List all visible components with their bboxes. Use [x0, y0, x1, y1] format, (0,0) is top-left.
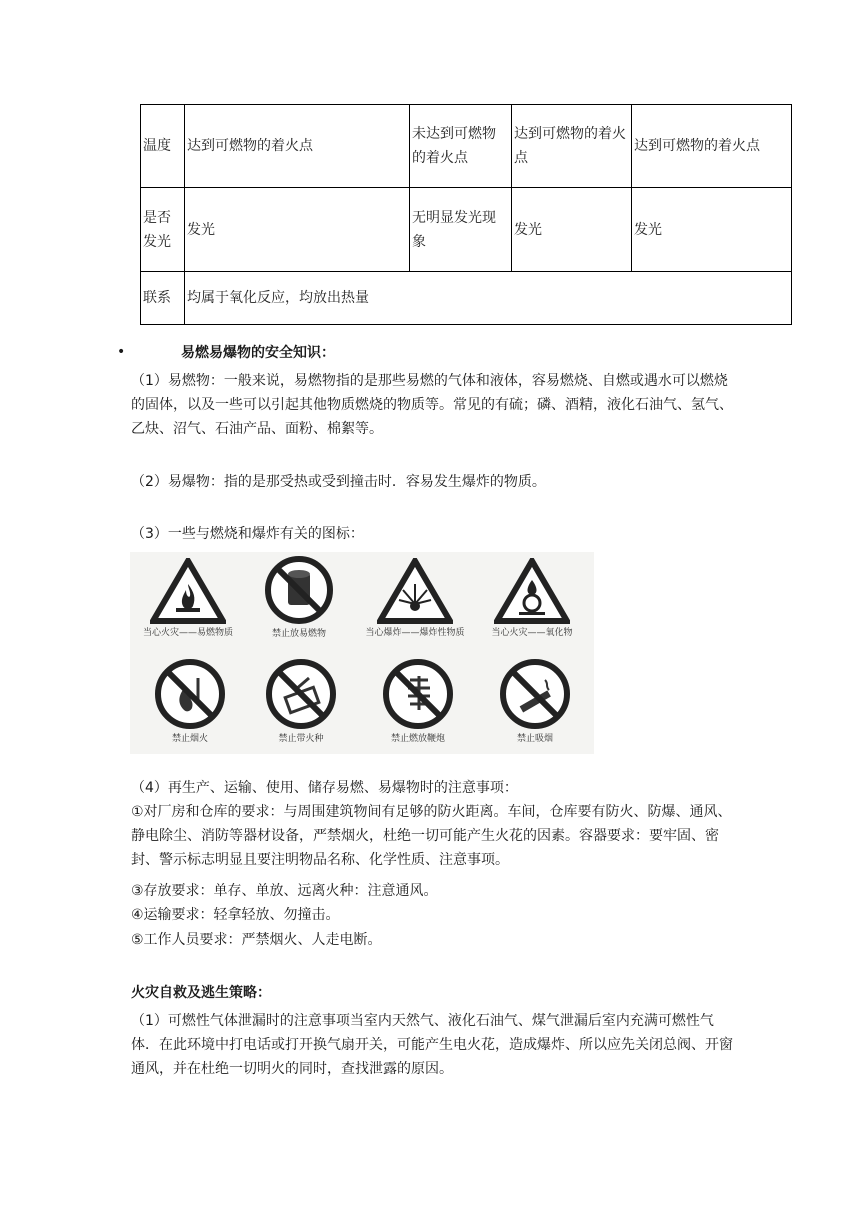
flammable-warning-icon: [150, 558, 226, 624]
paragraph: （1）易燃物：一般来说，易燃物指的是那些易燃的气体和液体，容易燃烧、自燃或遇水可以燃烧的固体，以及一些可以引起其他物质燃烧的物质等。常见的有硫；磷、酒精，液化石油气、氢气、乙炔、沼气、石油产品、面粉、棉絮等。: [131, 373, 733, 437]
explosive-warning-icon: [377, 558, 453, 624]
table-row: [141, 105, 792, 188]
section-heading: 易燃易爆物的安全知识：: [181, 345, 335, 361]
sign-item: [244, 555, 354, 639]
sign-item: [246, 658, 356, 744]
row-label: 是否发光: [141, 188, 185, 272]
paragraph: （4）再生产、运输、使用、储存易燃、易爆物时的注意事项：: [131, 780, 518, 796]
table-cell: 达到可燃物的着火点: [512, 105, 632, 188]
sign-item: [360, 558, 470, 638]
sign-caption: 禁止吸烟: [516, 734, 553, 744]
no-fire-icon: [154, 658, 226, 730]
table-cell: 均属于氧化反应，均放出热量: [185, 272, 792, 325]
no-matches-icon: [265, 658, 337, 730]
no-flammables-icon: [264, 555, 334, 625]
comparison-table: [140, 104, 792, 325]
safety-signs-image: [130, 552, 594, 754]
section-heading: 火灾自救及逃生策略：: [131, 985, 271, 1001]
table-cell: 发光: [512, 188, 632, 272]
sign-caption: 当心火灾——易燃物质: [142, 628, 233, 638]
table-cell: 发光: [185, 188, 410, 272]
sign-item: [477, 558, 587, 638]
paragraph: ①对厂房和仓库的要求：与周围建筑物间有足够的防火距离。车间，仓库要有防火、防爆、通风、静电除尘、消防等器材设备，严禁烟火，杜绝一切可能产生火花的因素。容器要求：要牢固、密封、警示标志明显且要注明物品名称、化学性质、注意事项。: [131, 804, 732, 868]
paragraph: （1）可燃性气体泄漏时的注意事项当室内天然气、液化石油气、煤气泄漏后室内充满可燃性气体．在此环境中打电话或打开换气扇开关，可能产生电火花，造成爆炸、所以应先关闭总阀、开窗通风，并在杜绝一切明火的同时，查找泄露的原因。: [131, 1013, 733, 1077]
no-firecrackers-icon: [382, 658, 454, 730]
sign-item: [133, 558, 243, 638]
paragraph: ③存放要求：单存、单放、远离火种：注意通风。: [131, 883, 438, 899]
sign-item: [480, 658, 590, 744]
table-cell: 发光: [632, 188, 792, 272]
row-label: 温度: [141, 105, 185, 188]
sign-caption: 禁止烟火: [171, 734, 208, 744]
sign-caption: 当心爆炸——爆炸性物质: [365, 628, 465, 638]
bullet-marker: •: [117, 344, 126, 360]
table-row: [141, 188, 792, 272]
table-row: [141, 272, 792, 325]
table-cell: 达到可燃物的着火点: [632, 105, 792, 188]
oxidizer-warning-icon: [494, 558, 570, 624]
no-smoking-icon: [499, 658, 571, 730]
sign-caption: 禁止带火种: [278, 734, 324, 744]
paragraph: （2）易爆物：指的是那受热或受到撞击时．容易发生爆炸的物质。: [131, 474, 546, 490]
paragraph: ⑤工作人员要求：严禁烟火、人走电断。: [131, 932, 382, 948]
sign-caption: 当心火灾——氧化物: [491, 628, 573, 638]
table-cell: 未达到可燃物的着火点: [410, 105, 512, 188]
sign-caption: 禁止放易燃物: [271, 629, 326, 639]
row-label: 联系: [141, 272, 185, 325]
table-cell: 达到可燃物的着火点: [185, 105, 410, 188]
sign-item: [363, 658, 473, 744]
table-cell: 无明显发光现象: [410, 188, 512, 272]
paragraph: ④运输要求：轻拿轻放、勿撞击。: [131, 907, 340, 923]
paragraph: （3）一些与燃烧和爆炸有关的图标：: [131, 526, 364, 542]
sign-item: [135, 658, 245, 744]
sign-caption: 禁止燃放鞭炮: [390, 734, 445, 744]
